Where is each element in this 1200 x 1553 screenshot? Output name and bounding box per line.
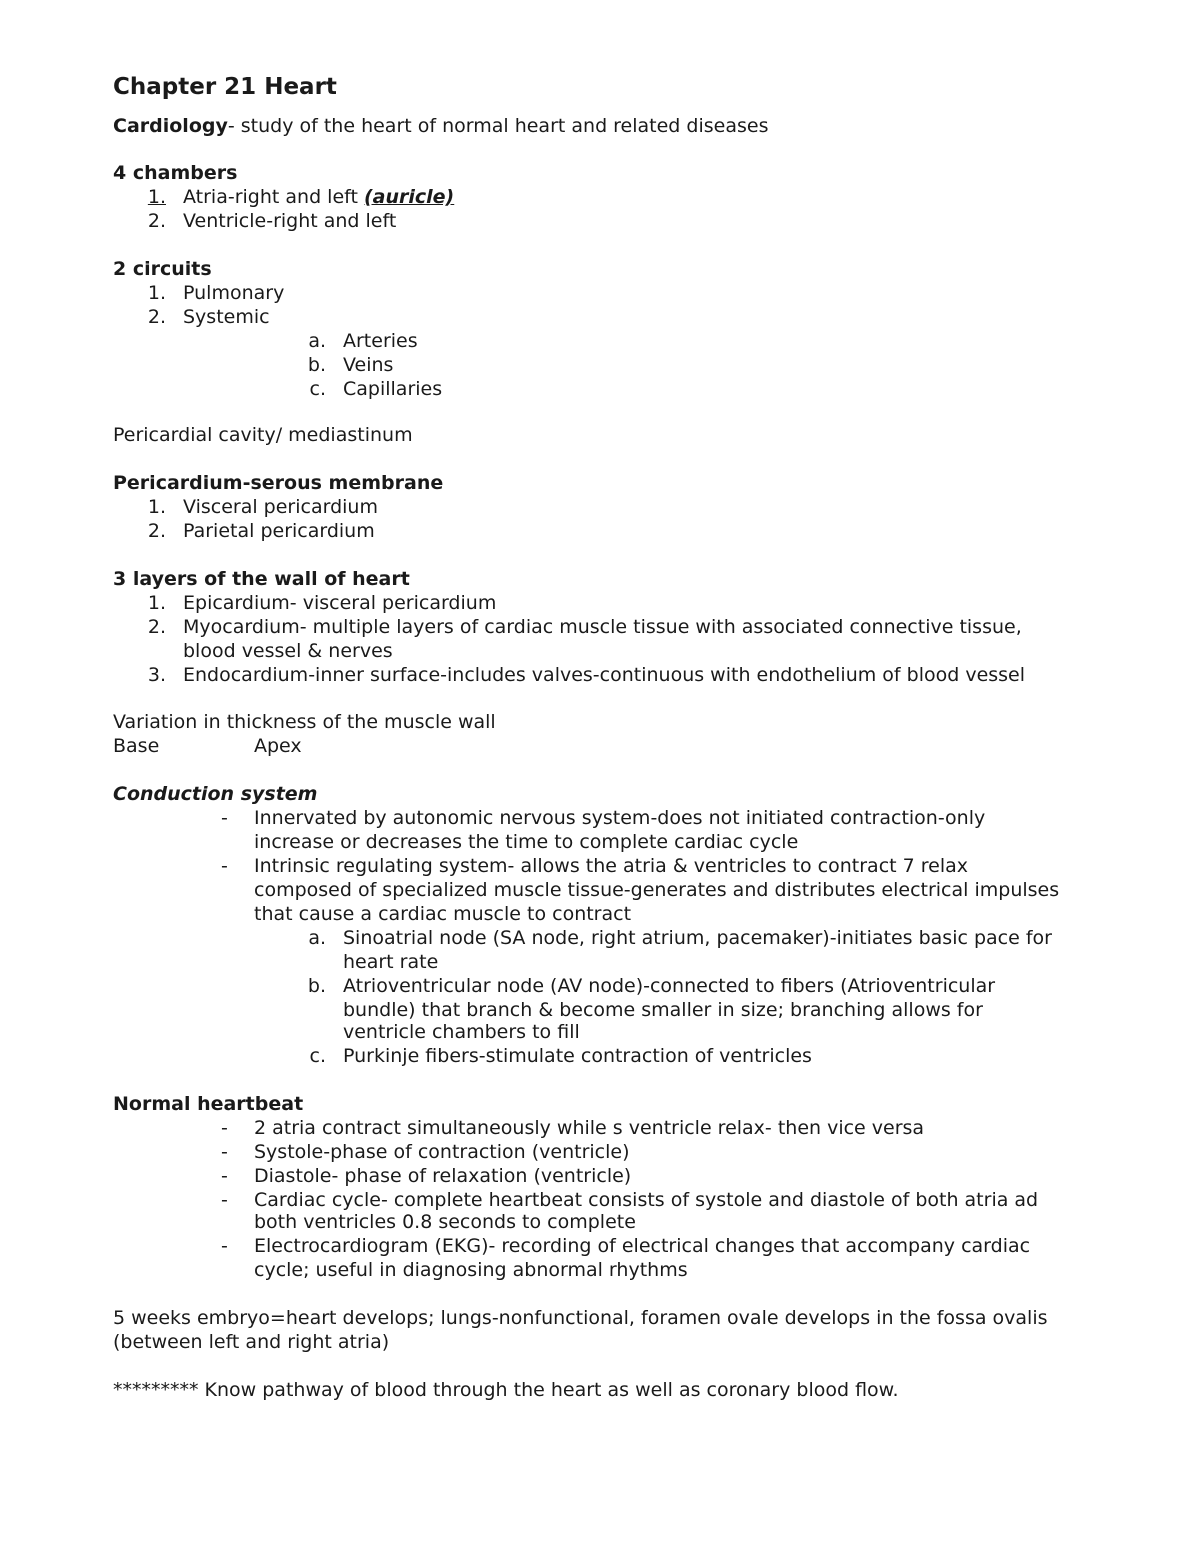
list-item: Pulmonary xyxy=(183,282,285,304)
bullet-item-continued: increase or decreases the time to complete cardiac cycle xyxy=(254,831,799,853)
bullet-dash: - xyxy=(221,1189,228,1211)
layers-heading: 3 layers of the wall of heart xyxy=(113,568,410,590)
list-item: Purkinje fibers-stimulate contraction of ventricles xyxy=(343,1045,812,1067)
list-letter: a. xyxy=(308,927,326,949)
pericardium-heading: Pericardium-serous membrane xyxy=(113,472,444,494)
list-item: Capillaries xyxy=(343,378,443,400)
bullet-dash: - xyxy=(221,1117,228,1139)
pericardial-cavity-line: Pericardial cavity/ mediastinum xyxy=(113,424,413,446)
list-number: 2. xyxy=(147,616,166,638)
list-number: 2. xyxy=(147,306,166,328)
cardiology-def: - study of the heart of normal heart and related diseases xyxy=(227,115,769,137)
list-letter: b. xyxy=(307,975,326,997)
list-number: 2. xyxy=(147,210,166,232)
list-letter: c. xyxy=(309,1045,326,1067)
bullet-item-continued: cycle; useful in diagnosing abnormal rhythms xyxy=(254,1259,688,1281)
list-item: Endocardium-inner surface-includes valves-continuous with endothelium of blood vessel xyxy=(183,664,1026,686)
list-item: Arteries xyxy=(343,330,418,352)
cardiology-term: Cardiology xyxy=(113,115,228,137)
circuits-heading: 2 circuits xyxy=(113,258,212,280)
bullet-dash: - xyxy=(221,807,228,829)
list-number: 1. xyxy=(147,186,166,208)
list-letter: b. xyxy=(307,354,326,376)
bullet-dash: - xyxy=(221,1165,228,1187)
conduction-heading: Conduction system xyxy=(113,783,318,805)
list-item-continued: blood vessel & nerves xyxy=(183,640,393,662)
list-item-continued: bundle) that branch & become smaller in size; branching allows for xyxy=(343,999,983,1021)
list-item: Systemic xyxy=(183,306,270,328)
bullet-item-continued: both ventricles 0.8 seconds to complete xyxy=(254,1211,636,1233)
list-item: Epicardium- visceral pericardium xyxy=(183,592,497,614)
list-number: 1. xyxy=(147,496,166,518)
list-letter: a. xyxy=(308,330,326,352)
bullet-item: 2 atria contract simultaneously while s ventricle relax- then vice versa xyxy=(254,1117,925,1139)
list-item: Myocardium- multiple layers of cardiac muscle tissue with associated connective tissue, xyxy=(183,616,1022,638)
bullet-dash: - xyxy=(221,1141,228,1163)
list-item: Sinoatrial node (SA node, right atrium, pacemaker)-initiates basic pace for xyxy=(343,927,1052,949)
list-item: Ventricle-right and left xyxy=(183,210,397,232)
page-title: Chapter 21 Heart xyxy=(113,74,337,100)
heartbeat-heading: Normal heartbeat xyxy=(113,1093,304,1115)
bullet-item-continued: composed of specialized muscle tissue-generates and distributes electrical impulses xyxy=(254,879,1060,901)
list-number: 1. xyxy=(147,592,166,614)
bullet-item: Intrinsic regulating system- allows the atria & ventricles to contract 7 relax xyxy=(254,855,969,877)
list-number: 1. xyxy=(147,282,166,304)
bullet-item-continued: that cause a cardiac muscle to contract xyxy=(254,903,632,925)
bullet-item: Diastole- phase of relaxation (ventricle) xyxy=(254,1165,632,1187)
cardiology-definition xyxy=(113,114,768,138)
list-item-continued: heart rate xyxy=(343,951,439,973)
bullet-dash: - xyxy=(221,855,228,877)
list-item-continued: ventricle chambers to fill xyxy=(343,1021,580,1043)
chambers-heading: 4 chambers xyxy=(113,162,238,184)
bullet-item: Systole-phase of contraction (ventricle) xyxy=(254,1141,630,1163)
bullet-item: Cardiac cycle- complete heartbeat consists of systole and diastole of both atria ad xyxy=(254,1189,1039,1211)
bullet-item: Electrocardiogram (EKG)- recording of electrical changes that accompany cardiac xyxy=(254,1235,1031,1257)
bullet-dash: - xyxy=(221,1235,228,1257)
embryo-line-continued: (between left and right atria) xyxy=(113,1331,390,1353)
apex-label: Apex xyxy=(254,735,302,757)
base-label: Base xyxy=(113,735,160,757)
list-number: 3. xyxy=(147,664,166,686)
study-note: ********* Know pathway of blood through the heart as well as coronary blood flow. xyxy=(113,1379,899,1401)
list-number: 2. xyxy=(147,520,166,542)
list-item: Atria-right and left (auricle) xyxy=(183,186,455,208)
bullet-item: Innervated by autonomic nervous system-does not initiated contraction-only xyxy=(254,807,986,829)
list-letter: c. xyxy=(309,378,326,400)
list-item: Atrioventricular node (AV node)-connected to fibers (Atrioventricular xyxy=(343,975,996,997)
auricle-term: (auricle) xyxy=(363,186,455,208)
variation-line: Variation in thickness of the muscle wall xyxy=(113,711,496,733)
embryo-line: 5 weeks embryo=heart develops; lungs-nonfunctional, foramen ovale develops in the fossa ovalis xyxy=(113,1307,1048,1329)
list-item: Visceral pericardium xyxy=(183,496,378,518)
list-item: Parietal pericardium xyxy=(183,520,375,542)
list-item: Veins xyxy=(343,354,394,376)
